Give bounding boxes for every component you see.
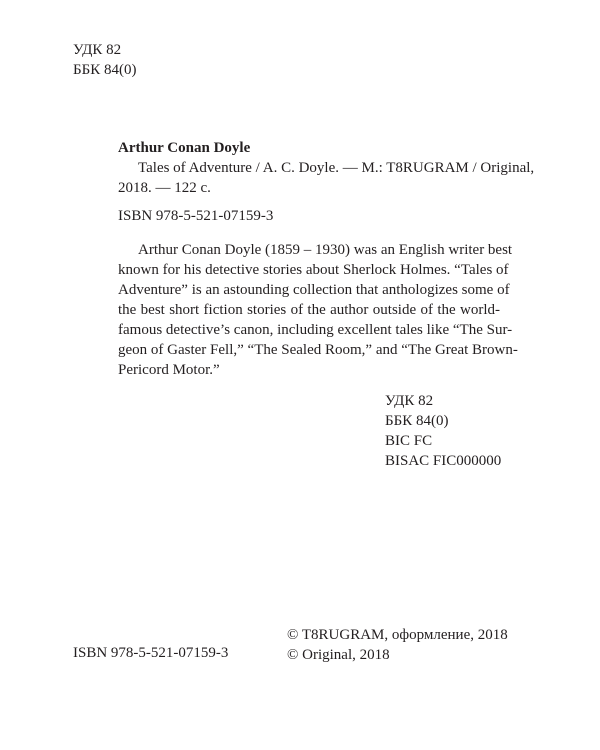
bisac-code: BISAC FIC000000 [385,453,502,469]
isbn-number: ISBN 978-5-521-07159-3 [118,208,274,224]
bbk-code: ББК 84(0) [73,62,137,78]
classification-codes [385,391,501,471]
bibliographic-entry [118,158,535,198]
top-classification-codes [73,40,136,80]
abstract-line: geon of Gaster Fell,” “The Sealed Room,” and “The Great Brown- [118,342,518,358]
copyright-notices [287,625,508,665]
footer-isbn [73,643,228,663]
bibliographic-record [118,138,535,198]
copyright-design: © T8RUGRAM, оформление, 2018 [287,627,508,643]
udk-code: УДК 82 [385,393,434,409]
abstract-line: known for his detective stories about Sherlock Holmes. “Tales of [118,262,509,278]
book-abstract [118,240,518,380]
abstract-line: the best short fiction stories of the author outside of the world- [118,302,500,318]
isbn-number: ISBN 978-5-521-07159-3 [73,645,229,661]
abstract-line: famous detective’s canon, including excellent tales like “The Sur- [118,322,513,338]
bbk-code: ББК 84(0) [385,413,449,429]
isbn-record [118,206,273,226]
abstract-line: Adventure” is an astounding collection that anthologizes some of [118,282,510,298]
abstract-line: Pericord Motor.” [118,362,220,378]
bic-code: BIC FC [385,433,433,449]
copyright-original: © Original, 2018 [287,647,390,663]
udk-code: УДК 82 [73,42,122,58]
entry-line: 2018. — 122 с. [118,180,211,196]
entry-line: Tales of Adventure / A. C. Doyle. — M.: T8RUGRAM / Original, [138,160,535,176]
abstract-line: Arthur Conan Doyle (1859 – 1930) was an English writer best [138,242,513,258]
author-name: Arthur Conan Doyle [118,140,251,156]
